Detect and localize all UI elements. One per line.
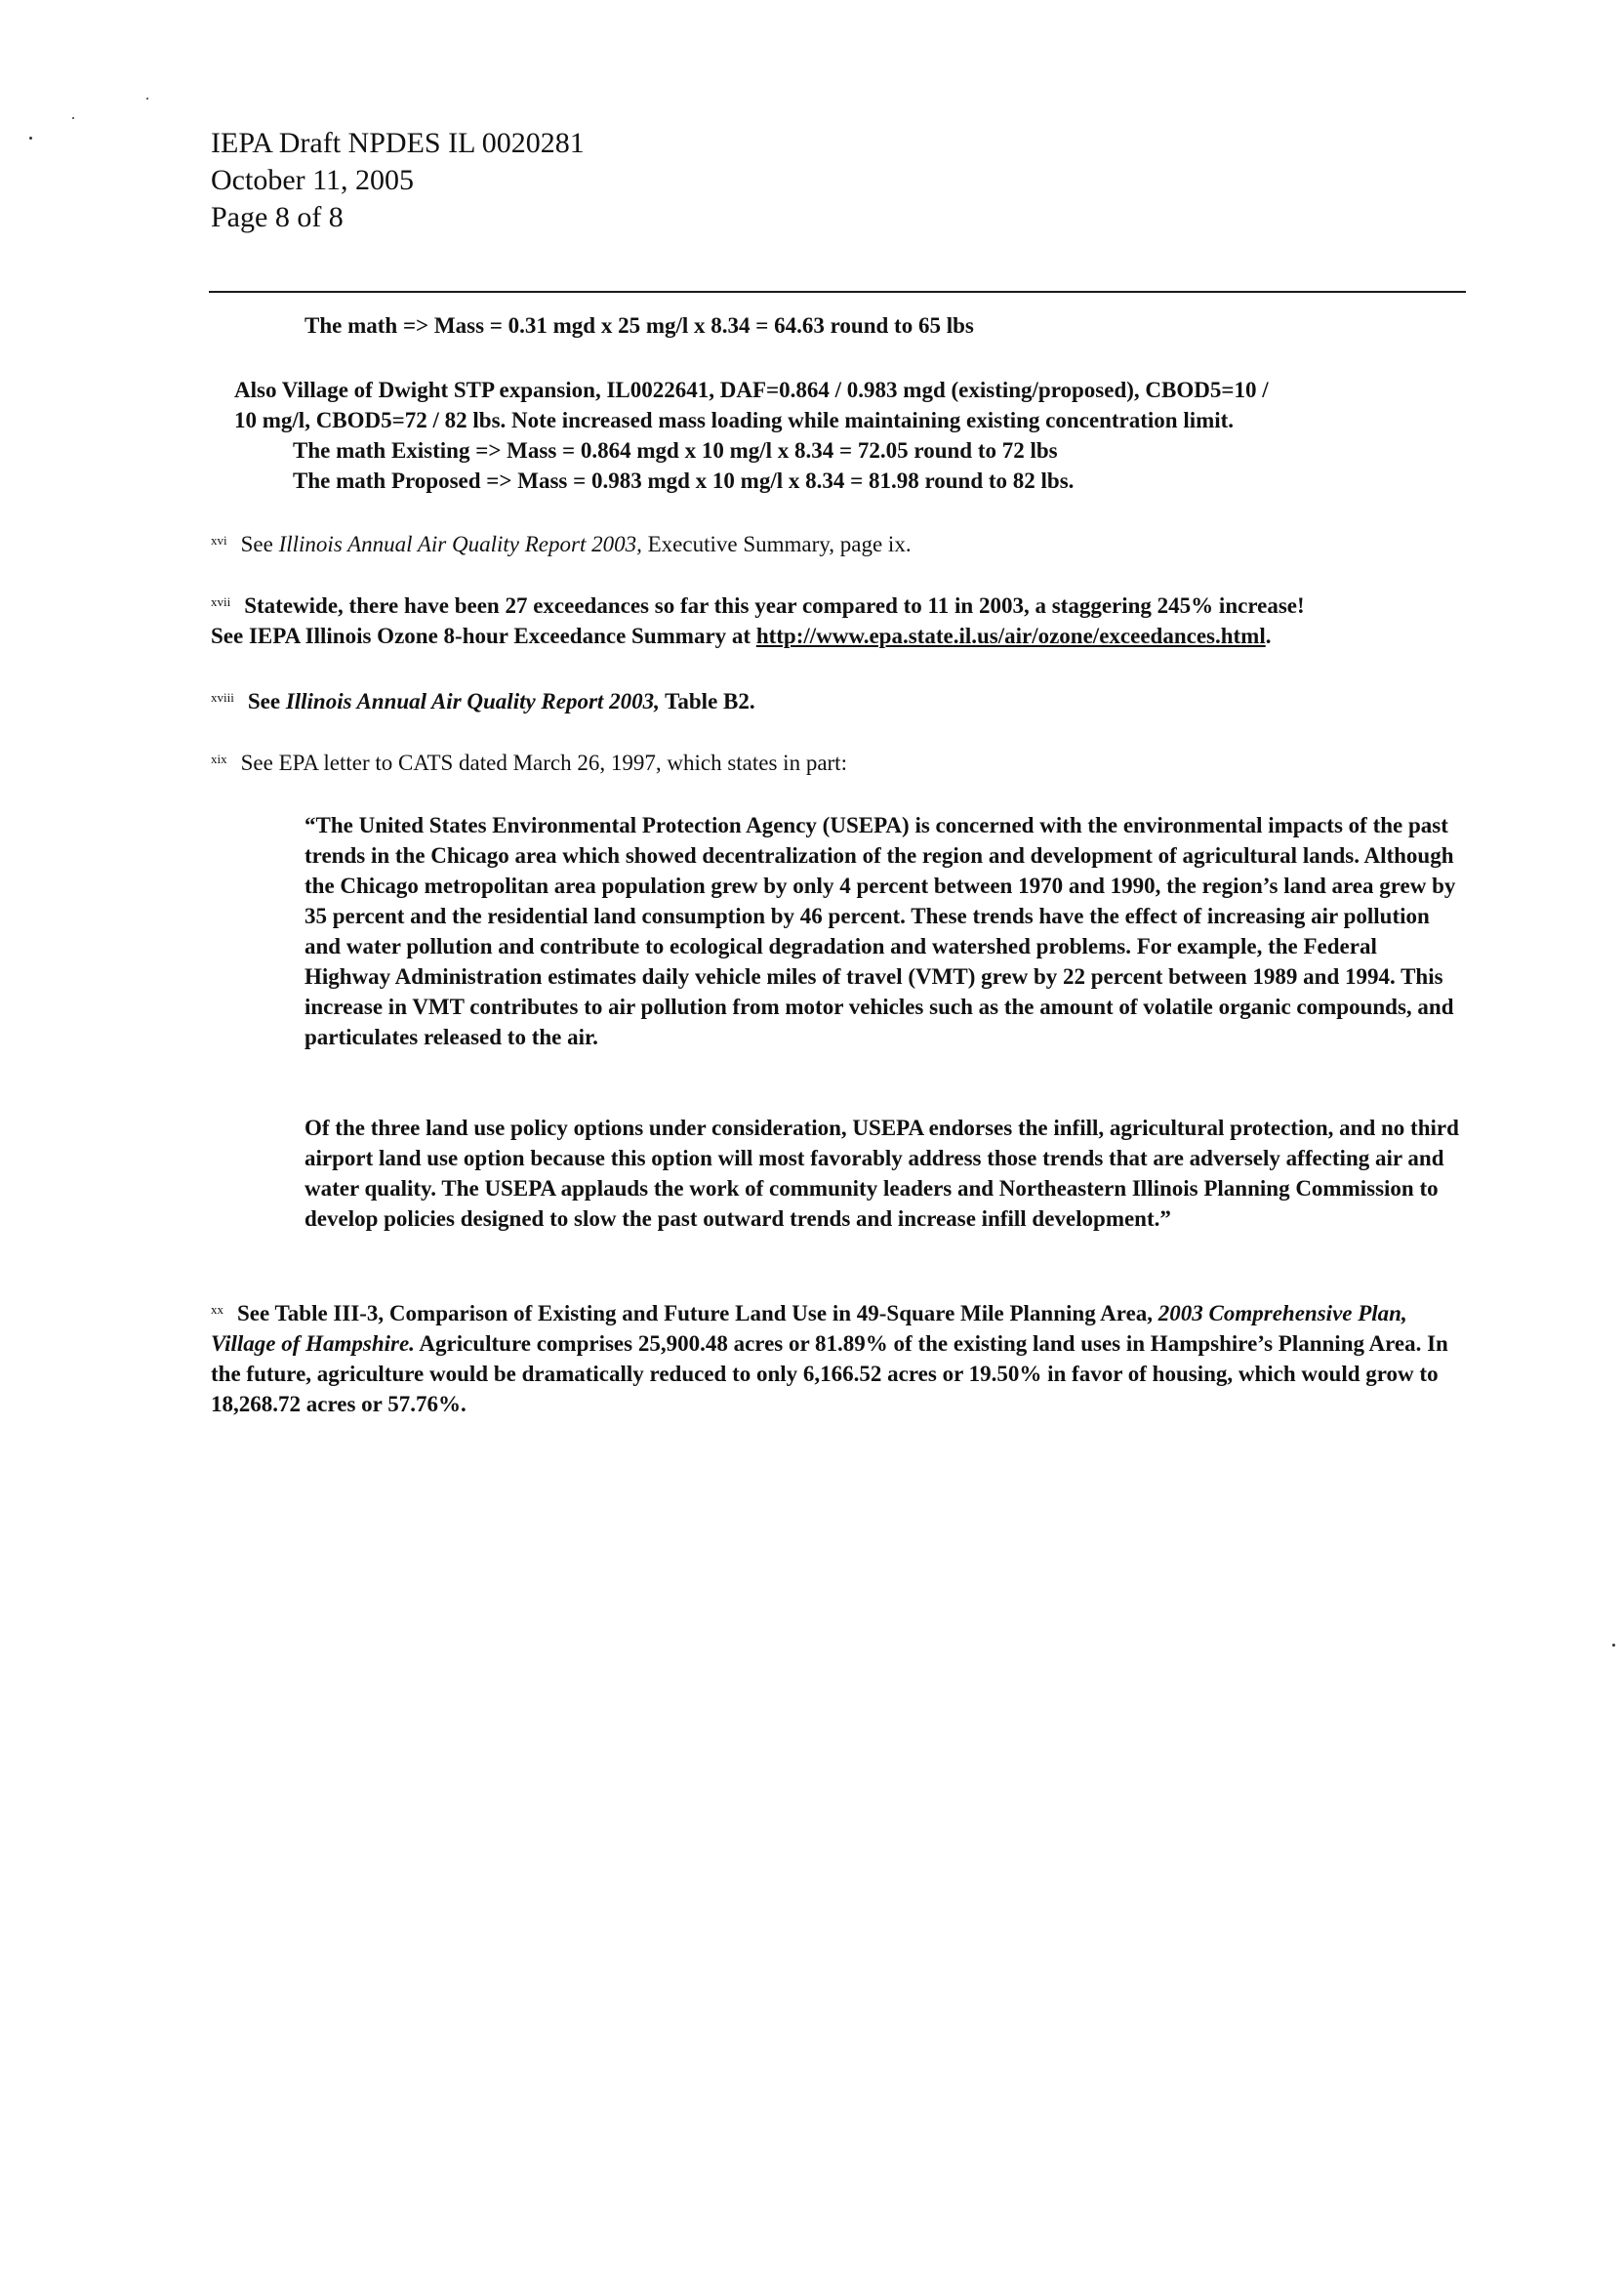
scan-speck <box>146 98 148 100</box>
epa-quote-paragraph-2: Of the three land use policy options under consideration, USEPA endorses the infill, agricultural protection, and no third airport land use option because this option will most favorably address those trends that are adversely affecting air and water quality. The USEPA applauds the work of community leaders and Northeastern Illinois Planning Commission to develop policies designed to slow the past outward trends and increase infill development.” <box>304 1116 1459 1231</box>
scan-speck <box>72 117 74 119</box>
scan-speck <box>1612 1644 1615 1647</box>
dwight-line-2: 10 mg/l, CBOD5=72 / 82 lbs. Note increased mass loading while maintaining existing concentration limit. <box>234 408 1235 432</box>
footnote-marker: xviii <box>211 690 234 705</box>
report-title: Illinois Annual Air Quality Report 2003, <box>285 689 660 713</box>
document-header <box>211 125 585 236</box>
math-line: The math => Mass = 0.31 mgd x 25 mg/l x 8.34 = 64.63 round to 65 lbs <box>304 313 974 338</box>
ozone-summary-link[interactable]: http://www.epa.state.il.us/air/ozone/exceedances.html <box>755 624 1266 648</box>
footnote-xviii: $^{xviii}$ See Illinois Annual Air Quality Report 2003, Table B2. <box>211 689 755 713</box>
header-divider <box>209 291 1466 293</box>
footnote-marker: xix <box>211 752 227 766</box>
report-title: Illinois Annual Air Quality Report 2003, <box>278 532 642 556</box>
plan-title: 2003 Comprehensive Plan, Village of Hampshire. <box>211 1301 1407 1356</box>
header-page-number: Page 8 of 8 <box>211 201 344 233</box>
footnote-xix-intro: $^{xix}$ See EPA letter to CATS dated March 26, 1997, which states in part: <box>211 751 847 775</box>
header-date: October 11, 2005 <box>211 164 415 196</box>
footnote-xvii: $^{xvii}$ Statewide, there have been 27 exceedances so far this year compared to 11 in 2003, a staggering 245% increase! See IEPA Illinois Ozone 8-hour Exceedance Summary at http://www.epa.state.il.us/air/ozone/exceedances.html. <box>211 593 1305 648</box>
footnote-xvii-line-1: Statewide, there have been 27 exceedances so far this year compared to 11 in 2003, a staggering 245% increase! <box>244 593 1305 618</box>
dwight-math-existing: The math Existing => Mass = 0.864 mgd x 10 mg/l x 8.34 = 72.05 round to 72 lbs <box>293 438 1058 463</box>
footnote-xvi: $^{xvi}$ See Illinois Annual Air Quality Report 2003, Executive Summary, page ix. <box>211 532 912 556</box>
dwight-math-proposed: The math Proposed => Mass = 0.983 mgd x 10 mg/l x 8.34 = 81.98 round to 82 lbs. <box>293 469 1075 493</box>
footnote-marker: xvii <box>211 594 231 609</box>
header-doc-id: IEPA Draft NPDES IL 0020281 <box>211 127 585 159</box>
scan-speck <box>29 137 32 140</box>
footnote-xx: $^{xx}$ See Table III-3, Comparison of Existing and Future Land Use in 49-Square Mile Planning Area, 2003 Comprehensive Plan, Village of Hampshire. Agriculture comprises 25,900.48 acres or 81.89% of the existing land uses in Hampshire’s Planning Area. In the future, agriculture would be dramatically reduced to only 6,166.52 acres or 19.50% in favor of housing, which would grow to 18,268.72 acres or 57.76%. <box>211 1301 1448 1416</box>
epa-quote-paragraph-1: “The United States Environmental Protection Agency (USEPA) is concerned with the environmental impacts of the past trends in the Chicago area which showed decentralization of the region and development of agricultural lands. Although the Chicago metropolitan area population grew by only 4 percent between 1970 and 1990, the region’s land area grew by 35 percent and the residential land consumption by 46 percent. These trends have the effect of increasing air pollution and water pollution and contribute to ecological degradation and watershed problems. For example, the Federal Highway Administration estimates daily vehicle miles of travel (VMT) grew by 22 percent between 1989 and 1994. This increase in VMT contributes to air pollution from motor vehicles such as the amount of volatile organic compounds, and particulates released to the air. <box>304 813 1456 1049</box>
footnote-marker: xvi <box>211 533 227 548</box>
dwight-line-1: Also Village of Dwight STP expansion, IL0022641, DAF=0.864 / 0.983 mgd (existing/proposed), CBOD5=10 / <box>234 378 1269 402</box>
dwight-note <box>234 375 1269 496</box>
footnote-marker: xx <box>211 1302 223 1317</box>
